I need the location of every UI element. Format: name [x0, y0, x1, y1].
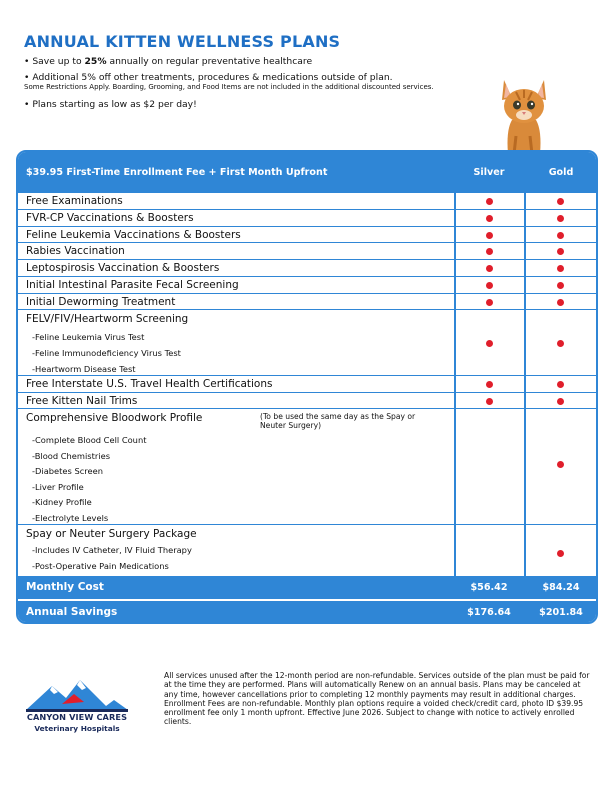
header-silver: Silver	[473, 167, 505, 178]
fine-print: All services unused after the 12-month period are non-refundable. Services outside of the plan must be paid for at the time they are performed. Plans will automatically Renew on an annual basis. Plans may be canceled at any time, however cancellations prior to completing 12 monthly payments may result in additional charges. Enrollment Fees are non-refundable. Monthly plan options require a voided check/credit card, photo ID $39.95 enrollment fee only 1 month upfront. Effective June 2026. Subject to change with notice to actively enrolled clients.	[164, 671, 590, 727]
row-label: FVR-CP Vaccinations & Boosters	[26, 212, 194, 224]
intro-bullet-savings	[24, 56, 464, 68]
logo-subtitle: Veterinary Hospitals	[34, 724, 120, 733]
plans-table	[16, 150, 598, 624]
gold-included-dot	[557, 265, 564, 272]
monthly-cost-silver: $56.42	[470, 582, 508, 593]
table-row	[18, 210, 596, 227]
row-label: Free Examinations	[26, 195, 123, 207]
gold-included-dot	[557, 398, 564, 405]
gold-included-dot	[557, 232, 564, 239]
row-sub-item: -Includes IV Catheter, IV Fluid Therapy	[32, 545, 192, 555]
row-sub-item: -Diabetes Screen	[32, 466, 103, 476]
silver-included-dot	[486, 215, 493, 222]
row-label: Leptospirosis Vaccination & Boosters	[26, 262, 220, 274]
row-note: (To be used the same day as the Spay or Neuter Surgery)	[260, 412, 416, 430]
table-header	[18, 152, 596, 193]
gold-included-dot	[557, 215, 564, 222]
row-label: Feline Leukemia Vaccinations & Boosters	[26, 229, 241, 241]
page-title: ANNUAL KITTEN WELLNESS PLANS	[24, 32, 341, 51]
table-row	[18, 227, 596, 243]
intro-bullet-savings-percent: 25%	[84, 56, 107, 67]
annual-savings-label: Annual Savings	[26, 606, 118, 618]
table-row	[18, 376, 596, 393]
table-row	[18, 260, 596, 277]
row-sub-item: -Liver Profile	[32, 481, 84, 492]
monthly-cost-row	[18, 576, 596, 599]
kitten-image	[494, 70, 554, 160]
row-sub-item: -Kidney Profile	[32, 497, 92, 507]
row-label: Rabies Vaccination	[26, 245, 125, 257]
intro-bullet-savings-pre: • Save up to	[24, 56, 85, 67]
row-label: Comprehensive Bloodwork Profile	[26, 412, 203, 424]
table-row	[18, 525, 596, 576]
annual-savings-row	[18, 601, 596, 624]
row-label: FELV/FIV/Heartworm Screening	[26, 313, 189, 325]
silver-included-dot	[486, 232, 493, 239]
column-divider-gold	[524, 152, 526, 624]
silver-included-dot	[486, 282, 493, 289]
table-row	[18, 294, 596, 310]
gold-included-dot	[557, 299, 564, 306]
logo-brand-name: CANYON VIEW CARES	[26, 712, 128, 722]
silver-included-dot	[486, 248, 493, 255]
row-label: Free Interstate U.S. Travel Health Certifications	[26, 378, 273, 390]
silver-included-dot	[486, 398, 493, 405]
gold-included-dot	[557, 248, 564, 255]
row-sub-item: -Electrolyte Levels	[32, 512, 109, 523]
gold-included-dot	[557, 381, 564, 388]
monthly-cost-gold: $84.24	[542, 582, 580, 593]
canyon-view-logo	[22, 676, 132, 736]
annual-savings-gold: $201.84	[539, 607, 583, 618]
table-row	[18, 243, 596, 260]
silver-included-dot	[486, 299, 493, 306]
row-sub-item: -Feline Immunodeficiency Virus Test	[32, 348, 181, 358]
silver-included-dot	[486, 198, 493, 205]
gold-included-dot	[557, 550, 564, 557]
annual-savings-silver: $176.64	[467, 607, 511, 618]
intro-bullets	[24, 56, 464, 111]
silver-included-dot	[486, 265, 493, 272]
table-row	[18, 193, 596, 210]
table-row	[18, 393, 596, 409]
row-label: Spay or Neuter Surgery Package	[26, 528, 197, 540]
table-row	[18, 310, 596, 376]
row-sub-item: -Feline Leukemia Virus Test	[32, 332, 145, 342]
row-sub-item: -Blood Chemistries	[32, 450, 111, 461]
intro-restrictions: Some Restrictions Apply. Boarding, Grooming, and Food Items are not included in the additional discounted services.	[24, 83, 434, 91]
row-label: Initial Intestinal Parasite Fecal Screening	[26, 279, 239, 291]
row-sub-item: -Complete Blood Cell Count	[32, 435, 147, 445]
table-row	[18, 277, 596, 294]
gold-included-dot	[557, 198, 564, 205]
gold-included-dot	[557, 282, 564, 289]
row-sub-item: -Post-Operative Pain Medications	[32, 560, 169, 571]
header-gold: Gold	[548, 167, 574, 178]
table-row	[18, 409, 596, 525]
silver-included-dot	[486, 381, 493, 388]
monthly-cost-label: Monthly Cost	[26, 581, 104, 593]
intro-bullet-discount: • Additional 5% off other treatments, procedures & medications outside of plan.	[24, 71, 393, 83]
row-label: Initial Deworming Treatment	[26, 296, 176, 308]
column-divider-silver	[454, 152, 456, 624]
gold-included-dot	[557, 461, 564, 468]
intro-bullet-price: • Plans starting as low as $2 per day!	[24, 99, 197, 111]
row-sub-item: -Heartworm Disease Test	[32, 364, 136, 374]
mountain-logo-icon	[22, 676, 132, 712]
gold-included-dot	[557, 340, 564, 347]
intro-bullet-savings-post: annually on regular preventative healthcare	[106, 56, 313, 67]
silver-included-dot	[486, 340, 493, 347]
header-enrollment-label: $39.95 First-Time Enrollment Fee + First Month Upfront	[26, 167, 328, 178]
row-label: Free Kitten Nail Trims	[26, 395, 138, 407]
